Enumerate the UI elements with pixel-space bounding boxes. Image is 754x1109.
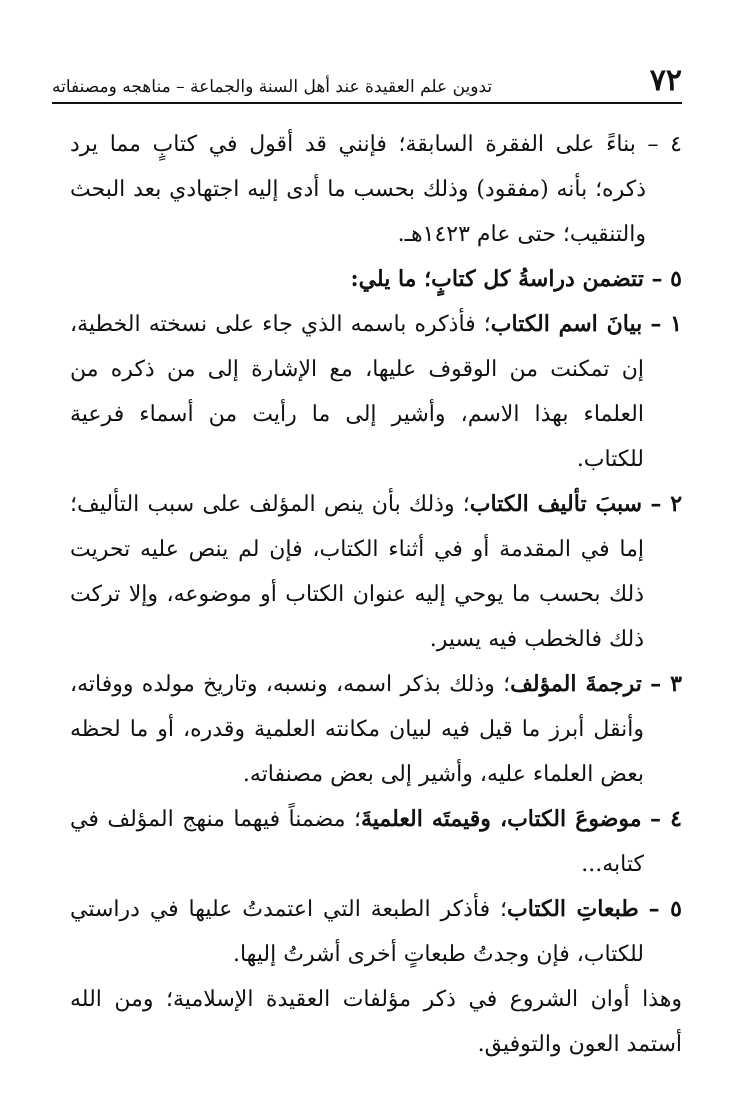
item-text: تتضمن دراسةُ كل كتابٍ؛ ما يلي: <box>350 266 644 292</box>
item-text: ؛ وذلك بذكر اسمه، ونسبه، وتاريخ مولده ووفاته، وأنقل أبرز ما قيل فيه لبيان مكانته العلمية وقدره، أو ما لحظه بعض العلماء عليه، وأشير إلى بعض مصنفاته. <box>70 672 644 787</box>
list-item-5 <box>70 257 682 302</box>
item-marker: ١ – <box>650 311 682 337</box>
item-marker: ٢ – <box>650 491 683 517</box>
item-text: ؛ فأذكر الطبعة التي اعتمدتُ عليها في دراستي للكتاب، فإن وجدتُ طبعاتٍ أخرى أشرتُ إليها. <box>70 897 644 967</box>
item-text: ؛ مضمناً فيهما منهج المؤلف في كتابه... <box>70 807 644 877</box>
item-marker: ٣ – <box>650 671 682 697</box>
page-number: ٧٢ <box>649 63 682 98</box>
item-title: ترجمةَ المؤلف <box>510 671 642 697</box>
item-text: ؛ فأذكره باسمه الذي جاء على نسخته الخطية، إن تمكنت من الوقوف عليها، مع الإشارة إلى من ذكره من العلماء بهذا الاسم، وأشير إلى ما رأيت من أسماء فرعية للكتاب. <box>70 312 644 472</box>
item-marker: ٥ – <box>648 896 682 922</box>
sub-item-2 <box>70 482 682 662</box>
page-header <box>52 60 682 104</box>
item-title: سببَ تأليف الكتاب <box>469 491 643 517</box>
closing-paragraph: وهذا أوان الشروع في ذكر مؤلفات العقيدة الإسلامية؛ ومن الله أستمد العون والتوفيق. <box>70 987 682 1057</box>
page-body <box>70 122 682 1067</box>
sub-item-3 <box>70 662 682 797</box>
item-title: طبعاتِ الكتاب <box>507 896 639 922</box>
item-title: موضوعَ الكتاب، وقيمتَه العلميةَ <box>360 806 642 832</box>
item-marker: ٥ – <box>651 266 682 292</box>
sub-item-1 <box>70 302 682 482</box>
item-marker: ٤ – <box>647 132 682 157</box>
running-title: تدوين علم العقيدة عند أهل السنة والجماعة – مناهجه ومصنفاته <box>52 77 493 97</box>
item-text: ؛ وذلك بأن ينص المؤلف على سبب التأليف؛ إما في المقدمة أو في أثناء الكتاب، فإن لم ينص عليه تحريت ذلك بحسب ما يوحي إليه عنوان الكتاب أو موضوعه، وإلا تركت ذلك فالخطب فيه يسير. <box>70 492 644 652</box>
item-text: بناءً على الفقرة السابقة؛ فإنني قد أقول في كتابٍ مما يرد ذكره؛ بأنه (مفقود) وذلك بحسب ما أدى إليه اجتهادي بعد البحث والتنقيب؛ حتى عام ١٤٢٣هـ. <box>70 132 646 247</box>
item-marker: ٤ – <box>650 806 682 832</box>
list-item-4 <box>70 122 682 257</box>
item-title: بيانَ اسم الكتاب <box>490 311 643 337</box>
sub-item-4 <box>70 797 682 887</box>
sub-item-5 <box>70 887 682 977</box>
